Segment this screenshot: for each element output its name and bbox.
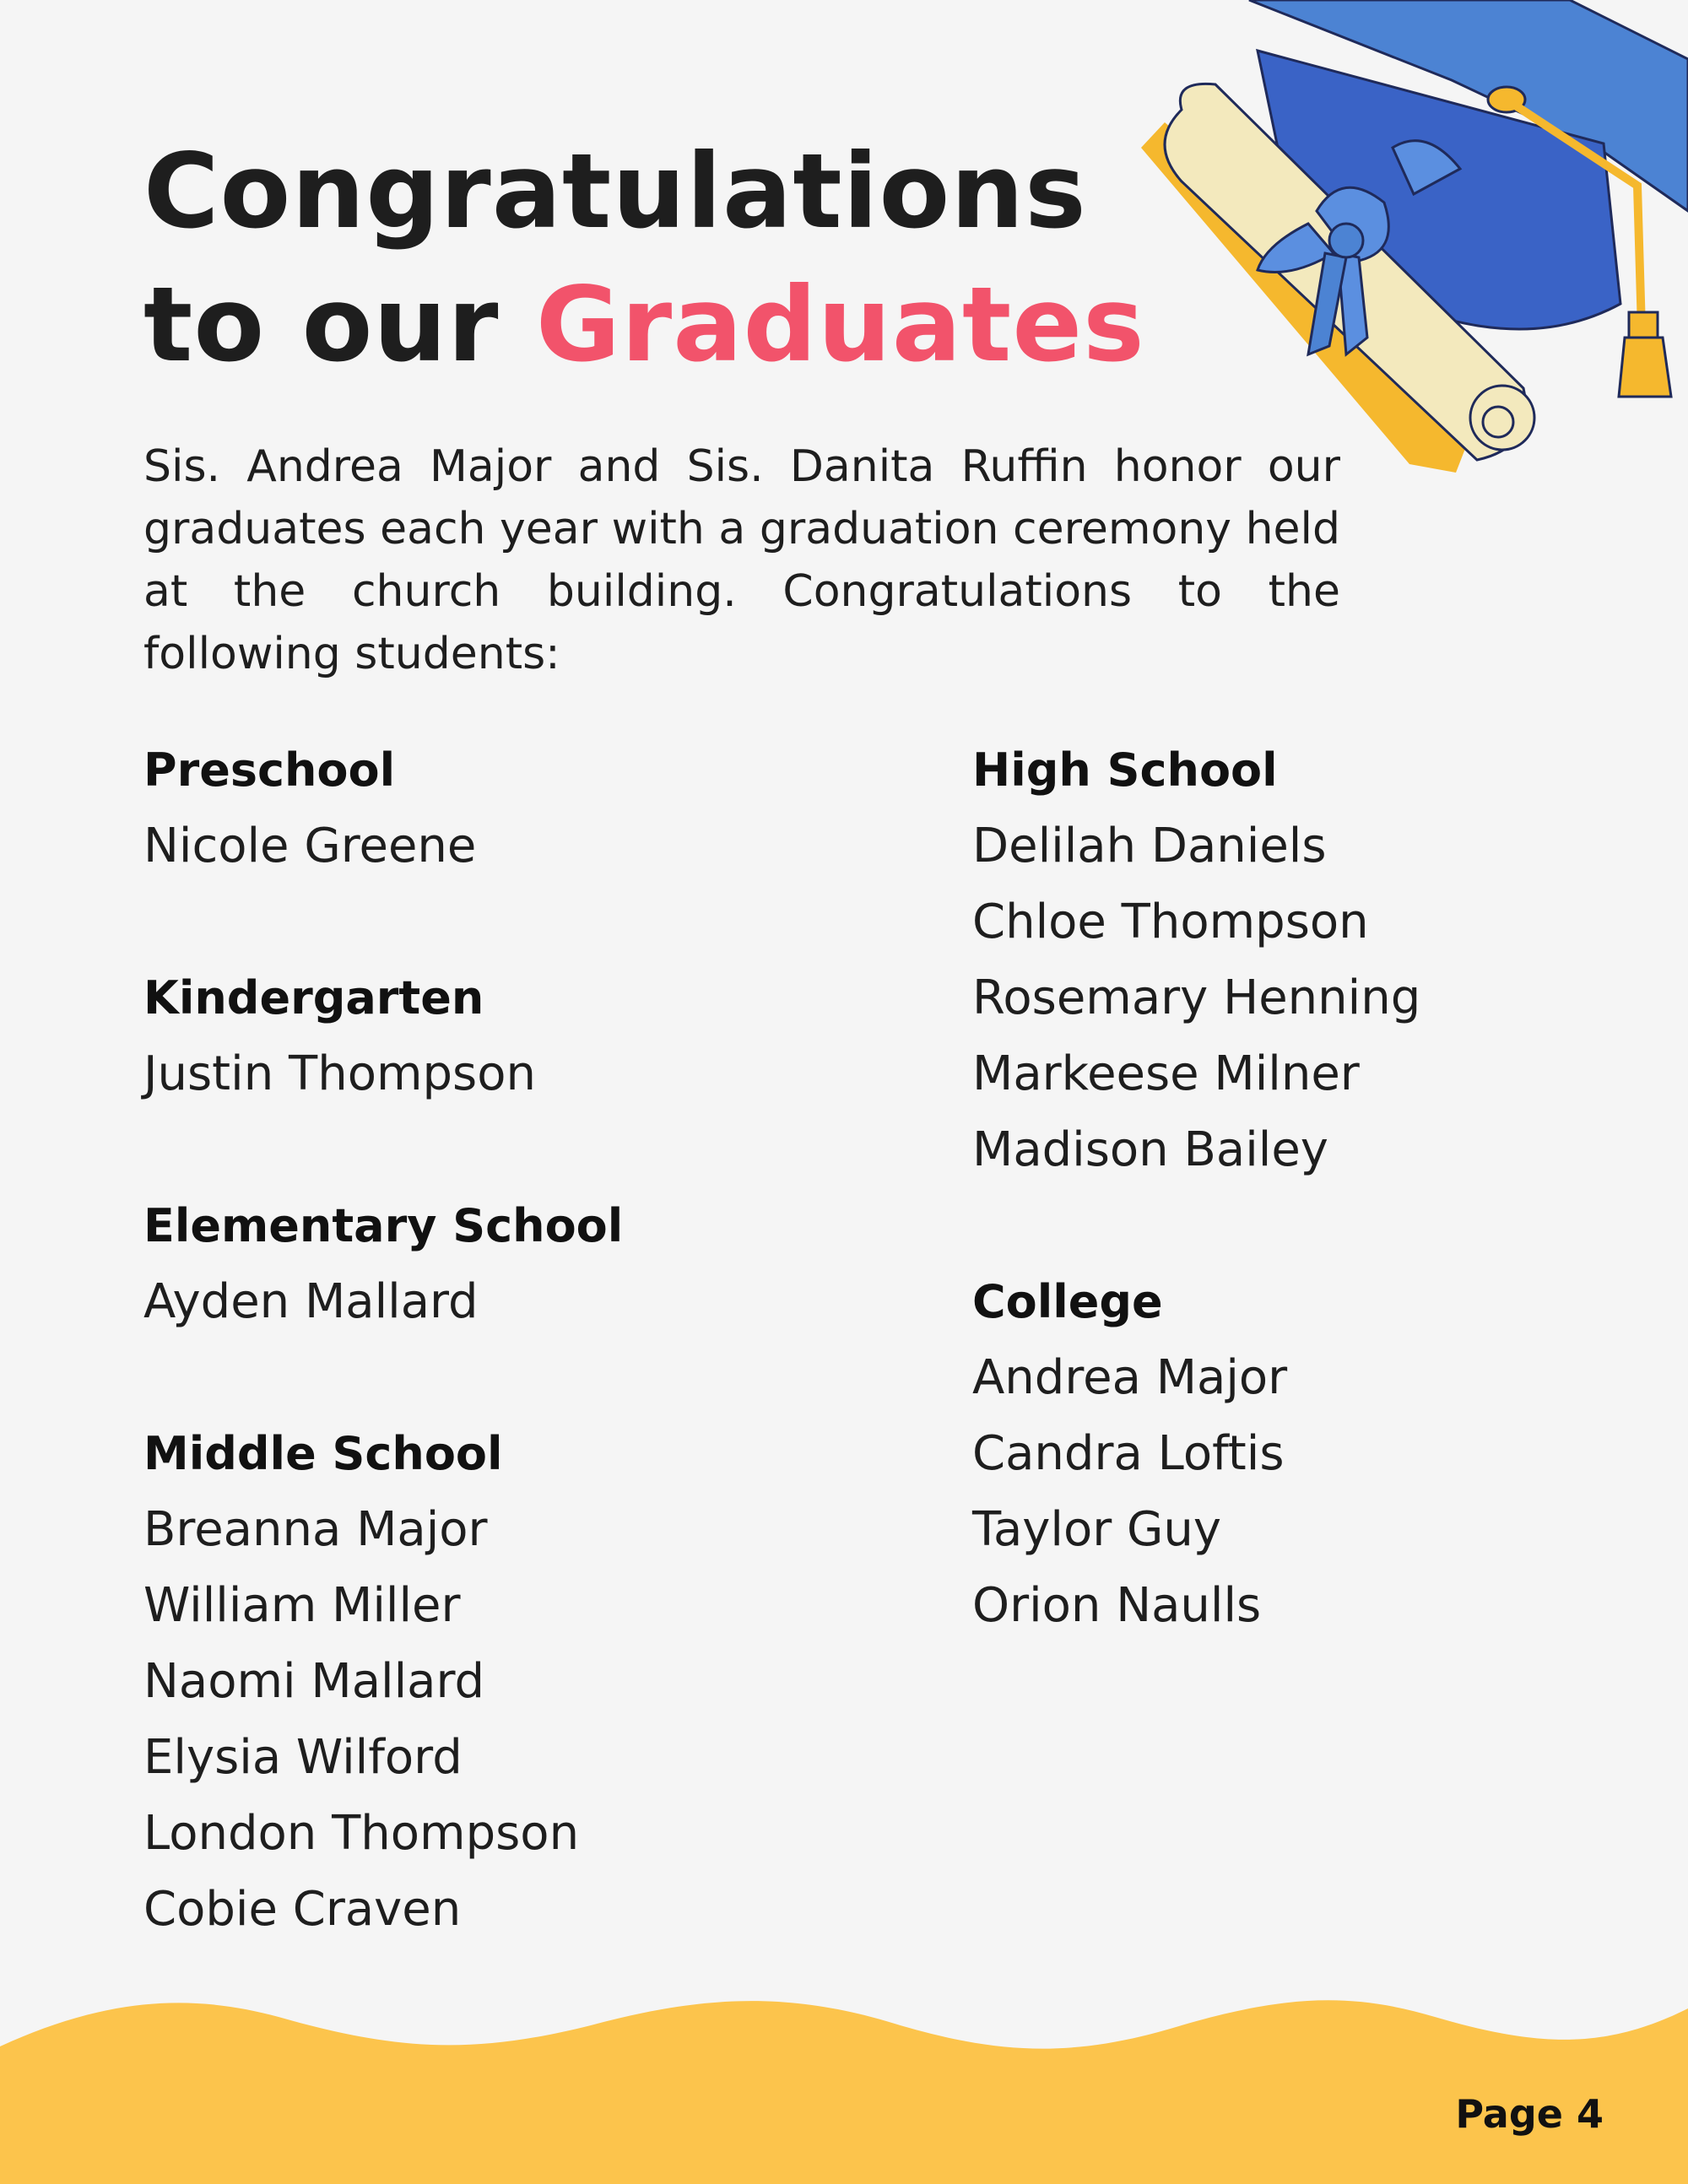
graduate-name: Elysia Wilford	[143, 1730, 463, 1785]
graduate-name: Nicole Greene	[143, 819, 477, 873]
graduate-name: Breanna Major	[143, 1502, 488, 1557]
group-kindergarten	[143, 960, 903, 1112]
graduate-name: Cobie Craven	[143, 1882, 462, 1937]
group-title: Elementary School	[143, 1199, 624, 1252]
graduate-name: London Thompson	[143, 1806, 580, 1861]
group-title: High School	[972, 743, 1278, 797]
graduate-name: Orion Naulls	[972, 1578, 1262, 1633]
group-title: Kindergarten	[143, 971, 484, 1024]
graduate-name: Taylor Guy	[972, 1502, 1222, 1557]
graduation-cap-icon	[1131, 0, 1688, 506]
graduate-name: Candra Loftis	[972, 1426, 1285, 1481]
graduation-illustration	[1131, 0, 1688, 506]
title-line-2-prefix: to our	[143, 265, 536, 385]
group-elementary	[143, 1188, 903, 1340]
page-title	[143, 125, 1145, 392]
graduate-name: Andrea Major	[972, 1350, 1288, 1405]
graduate-name: Delilah Daniels	[972, 819, 1327, 873]
graduate-name: William Miller	[143, 1578, 461, 1633]
intro-paragraph: Sis. Andrea Major and Sis. Danita Ruffin honor our graduates each year with a graduation ceremony held at the church building. Congratulations to the following students:	[143, 441, 1340, 679]
graduate-name: Justin Thompson	[143, 1046, 536, 1101]
graduate-name: Chloe Thompson	[972, 895, 1369, 949]
graduates-left-column	[143, 733, 903, 2024]
group-middle-school	[143, 1416, 903, 1948]
group-title: College	[972, 1275, 1163, 1328]
graduate-name: Rosemary Henning	[972, 970, 1421, 1025]
title-accent: Graduates	[535, 265, 1145, 385]
graduates-right-column	[972, 733, 1664, 1720]
graduate-name: Naomi Mallard	[143, 1654, 485, 1709]
group-high-school	[972, 733, 1664, 1188]
group-preschool	[143, 733, 903, 884]
group-college	[972, 1264, 1664, 1644]
graduate-name: Ayden Mallard	[143, 1274, 479, 1329]
graduate-name: Markeese Milner	[972, 1046, 1360, 1101]
title-line-1: Congratulations	[143, 132, 1087, 251]
graduate-name: Madison Bailey	[972, 1122, 1328, 1177]
page-number: Page 4	[1455, 2091, 1604, 2137]
footer-wave	[0, 1992, 1688, 2184]
group-title: Middle School	[143, 1427, 503, 1480]
group-title: Preschool	[143, 743, 396, 797]
